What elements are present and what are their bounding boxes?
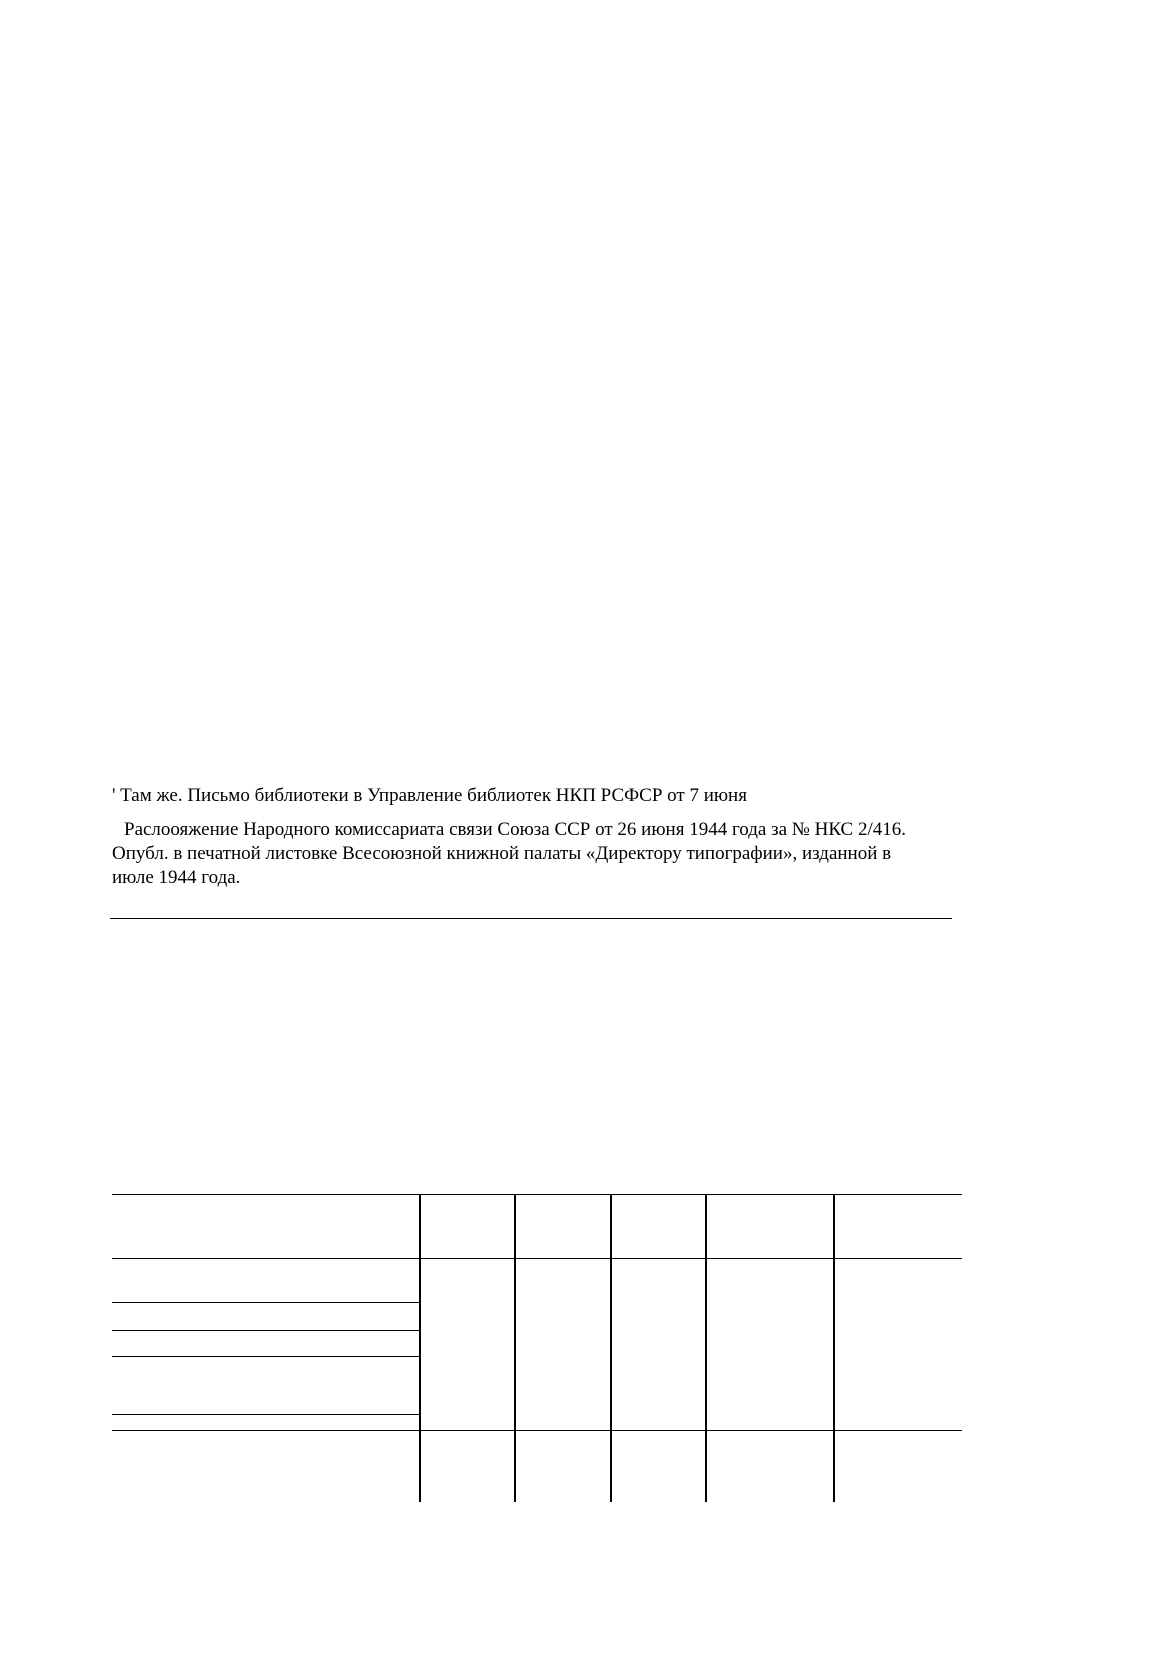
footnote-2-line-2: Опубл. в печатной листовке Всесоюзной книжной палаты «Директору типографии», изданной в — [112, 843, 892, 864]
table-column-divider — [514, 1194, 516, 1502]
table-subrow-line — [112, 1302, 420, 1303]
footnote-divider — [110, 918, 952, 919]
table-subrow-line — [112, 1330, 420, 1331]
footnote-2 — [112, 818, 906, 890]
footnote-2-line-1: Раслоояжение Народного комиссариата связи Союза ССР от 26 июня 1944 года за № НКС 2/416. — [124, 819, 907, 840]
table-column-divider — [610, 1194, 612, 1502]
table-subrow-line — [112, 1356, 420, 1357]
table-column-divider — [419, 1194, 421, 1502]
footnote-1: ' Там же. Письмо библиотеки в Управление библиотек НКП РСФСР от 7 июня — [112, 785, 747, 806]
table-column-divider — [705, 1194, 707, 1502]
table-subrow-line — [112, 1414, 420, 1415]
footnote-2-line-3: июле 1944 года. — [112, 867, 241, 888]
table-column-divider — [833, 1194, 835, 1502]
